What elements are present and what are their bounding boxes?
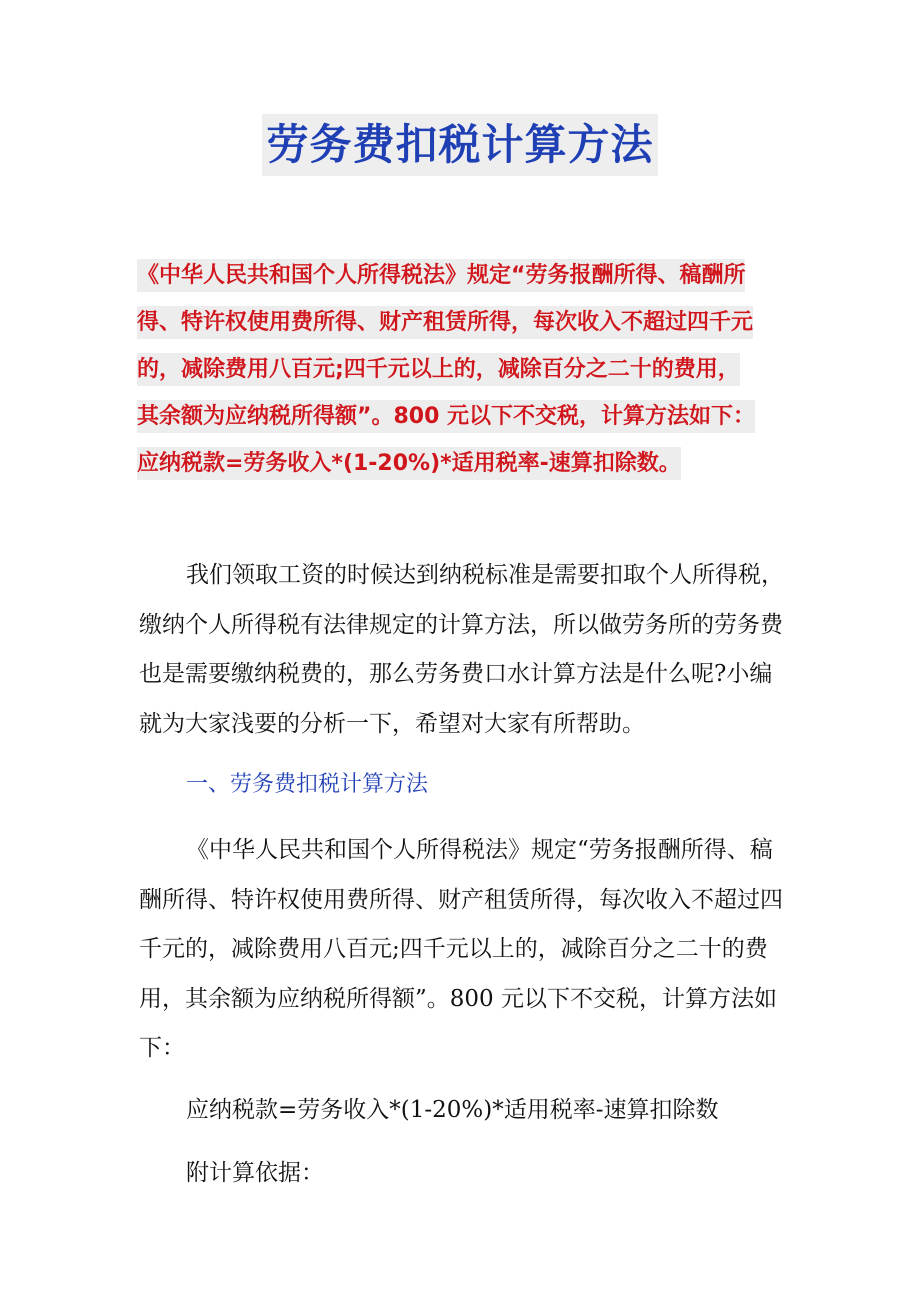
highlight-line: 得、特许权使用费所得、财产租赁所得，每次收入不超过四千元: [137, 299, 787, 346]
document-title: 劳务费扣税计算方法: [262, 114, 657, 176]
intro-line: 也是需要缴纳税费的，那么劳务费口水计算方法是什么呢?小编: [139, 661, 773, 687]
section1-line: 千元的，减除费用八百元;四千元以上的，减除百分之二十的费: [139, 936, 768, 962]
section-heading: 一、劳务费扣税计算方法: [186, 772, 429, 797]
highlighted-summary: [137, 252, 787, 487]
highlight-line: 其余额为应纳税所得额”。800 元以下不交税，计算方法如下：: [137, 393, 787, 440]
document-title-wrap: [0, 114, 920, 176]
section1-line: 《中华人民共和国个人所得税法》规定“劳务报酬所得、稿: [186, 837, 773, 863]
intro-line: 就为大家浅要的分析一下，希望对大家有所帮助。: [139, 710, 645, 737]
section1-line: 下：: [139, 1035, 185, 1061]
highlight-line: 《中华人民共和国个人所得税法》规定“劳务报酬所得、稿酬所: [137, 252, 787, 299]
intro-line: 缴纳个人所得税有法律规定的计算方法，所以做劳务所的劳务费: [139, 611, 783, 638]
highlight-line: 应纳税款=劳务收入*(1-20%)*适用税率-速算扣除数。: [137, 440, 787, 487]
section1-paragraph: [139, 826, 789, 1074]
appendix-label: 附计算依据：: [186, 1160, 324, 1186]
section1-line: 酬所得、特许权使用费所得、财产租赁所得，每次收入不超过四: [139, 886, 783, 913]
highlight-line: 的，减除费用八百元;四千元以上的，减除百分之二十的费用，: [137, 346, 787, 393]
section1-line: 用，其余额为应纳税所得额”。800 元以下不交税，计算方法如: [139, 985, 777, 1012]
formula-line: 应纳税款=劳务收入*(1-20%)*适用税率-速算扣除数: [186, 1097, 719, 1123]
intro-line: 我们领取工资的时候达到纳税标准是需要扣取个人所得税，: [186, 562, 784, 588]
intro-paragraph: [139, 551, 789, 749]
